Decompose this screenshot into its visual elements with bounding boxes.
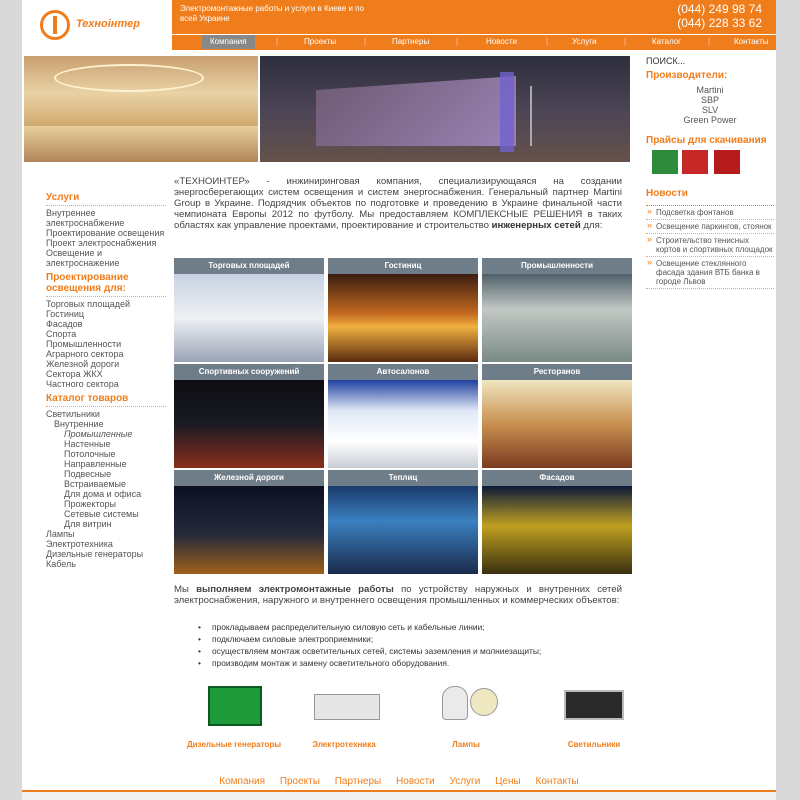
design-link[interactable]: Сектора ЖКХ	[46, 369, 103, 379]
news-item[interactable]: » Строительство тенисных кортов и спортивных площадок	[646, 234, 774, 257]
category-tile[interactable]	[174, 364, 324, 468]
product-tile[interactable]	[534, 682, 654, 749]
catalog-link[interactable]: Кабель	[46, 559, 76, 569]
design-link[interactable]: Железной дороги	[46, 359, 120, 369]
service-link[interactable]: Проектирование освещения	[46, 228, 165, 238]
excel-icon[interactable]	[652, 150, 678, 174]
category-tile[interactable]	[482, 470, 632, 574]
footer-link[interactable]: Контакты	[535, 776, 579, 787]
footer-nav	[22, 776, 776, 787]
logo[interactable]	[36, 6, 176, 44]
product-tile[interactable]	[174, 682, 294, 749]
design-link[interactable]: Частного сектора	[46, 379, 119, 389]
category-label: Автосалонов	[328, 364, 478, 380]
nav-separator: |	[364, 37, 367, 46]
catalog-link[interactable]: Дизельные генераторы	[46, 549, 144, 559]
header-bar	[172, 0, 776, 34]
design-link[interactable]: Промышленности	[46, 339, 122, 349]
news-item[interactable]: » Освещение стеклянного фасада здания ВТБ банка в городе Львов	[646, 257, 774, 289]
electrical-image	[284, 682, 404, 734]
nav-item-catalog[interactable]: Каталог	[652, 37, 682, 46]
search-label[interactable]: ПОИСК...	[646, 56, 686, 66]
catalog-link[interactable]: Направленные	[64, 459, 127, 469]
category-label: Ресторанов	[482, 364, 632, 380]
footer-link[interactable]: Партнеры	[334, 776, 382, 787]
work-list	[198, 622, 622, 670]
news-list	[646, 205, 774, 289]
lamp-image	[406, 682, 526, 734]
category-image	[174, 486, 324, 574]
product-tile[interactable]	[284, 682, 404, 749]
news-title: Новости	[646, 188, 688, 199]
category-image	[328, 380, 478, 468]
design-title: Проектирование освещения для:	[46, 272, 166, 297]
logo-icon	[40, 10, 70, 40]
manufacturer-link[interactable]: SLV	[701, 105, 719, 115]
catalog-link[interactable]: Сетевые системы	[64, 509, 139, 519]
manufacturer-link[interactable]: Green Power	[683, 115, 737, 125]
catalog-link[interactable]: Электротехника	[46, 539, 113, 549]
category-label: Фасадов	[482, 470, 632, 486]
nav-item-projects[interactable]: Проекты	[304, 37, 337, 46]
product-tile[interactable]	[406, 682, 526, 749]
manufacturer-link[interactable]: SBP	[700, 95, 719, 105]
category-label: Гостиниц	[328, 258, 478, 274]
phone-number-2: (044) 228 33 62	[677, 16, 762, 30]
nav-separator: |	[546, 37, 549, 46]
category-tile[interactable]	[328, 364, 478, 468]
service-link[interactable]: Освещение и электроснажение	[46, 248, 120, 268]
work-text: Мы выполняем электромонтажные работы по устройству наружных и внутренних сетей электроснабжения, наружного и внутреннего освещения промышленных и коммерческих объектов:	[174, 584, 622, 606]
price-downloads	[646, 150, 774, 176]
category-image	[482, 486, 632, 574]
main-nav	[172, 34, 776, 50]
category-label: Промышленности	[482, 258, 632, 274]
product-label: Светильники	[567, 740, 621, 749]
prices-title: Прайсы для скачивания	[646, 135, 767, 146]
design-link[interactable]: Торговых площадей	[46, 299, 131, 309]
catalog-link[interactable]: Настенные	[64, 439, 111, 449]
footer-link[interactable]: Проекты	[279, 776, 320, 787]
nav-item-partners[interactable]: Партнеры	[392, 37, 430, 46]
catalog-link[interactable]: Светильники	[46, 409, 100, 419]
footer-link[interactable]: Новости	[396, 776, 435, 787]
nav-item-company[interactable]: Компания	[202, 35, 255, 49]
category-label: Торговых площадей	[174, 258, 324, 274]
manufacturers-list	[646, 85, 774, 125]
catalog-link[interactable]: Промышленные	[64, 429, 133, 439]
list-item: • осуществляем монтаж осветительных сетей, системы заземления и молниезащиты;	[198, 646, 622, 656]
nav-item-news[interactable]: Новости	[486, 37, 517, 46]
intro-text: «ТЕХНОИНТЕР» - инжиниринговая компания, специализирующаяся на создании энергосберегающих систем освещения и систем энергоснабжения. Генеральный партнер Martini Group в Украине. Подрядчик объектов по подготовке и проведению в Украине финальной части чемпионата Европы 2012 по футболу. Мы предоставляем КОМПЛЕКСНЫЕ РЕШЕНИЯ в таких областях как управление проектами, проектирование и строительство инженерных сетей для:	[174, 176, 622, 231]
header	[22, 0, 776, 54]
category-image	[328, 274, 478, 362]
category-label: Теплиц	[328, 470, 478, 486]
nav-separator: |	[276, 37, 279, 46]
service-link[interactable]: Внутреннее электроснабжение	[46, 208, 125, 228]
category-grid	[174, 258, 630, 576]
logo-text: Техноінтер	[76, 18, 140, 30]
category-tile[interactable]	[482, 258, 632, 362]
catalog-link[interactable]: Внутренние	[54, 419, 104, 429]
list-item: • подключаем силовые электроприемники;	[198, 634, 622, 644]
category-tile[interactable]	[174, 470, 324, 574]
tagline: Электромонтажные работы и услуги в Киеве и по всей Украине	[180, 4, 364, 23]
manufacturer-link[interactable]: Martini	[696, 85, 724, 95]
nav-item-services[interactable]: Услуги	[572, 37, 597, 46]
category-tile[interactable]	[482, 364, 632, 468]
design-link[interactable]: Гостиниц	[46, 309, 85, 319]
nav-separator: |	[456, 37, 459, 46]
nav-separator: |	[708, 37, 711, 46]
news-item[interactable]: » Освещение паркингов, стоянок	[646, 220, 774, 234]
category-image	[174, 380, 324, 468]
catalog-link[interactable]: Подвесные	[64, 469, 112, 479]
footer-link[interactable]: Цены	[495, 776, 521, 787]
product-label: Дизельные генераторы	[186, 740, 282, 749]
banner-stadium-image	[260, 56, 630, 162]
catalog-title: Каталог товаров	[46, 393, 166, 407]
catalog-link[interactable]: Встраиваемые	[64, 479, 127, 489]
list-item: • прокладываем распределительную силовую сеть и кабельные линии;	[198, 622, 622, 632]
service-link[interactable]: Проект электроснабжения	[46, 238, 157, 248]
category-image	[328, 486, 478, 574]
catalog-link[interactable]: Лампы	[46, 529, 75, 539]
footer-link[interactable]: Компания	[219, 776, 266, 787]
category-image	[174, 274, 324, 362]
footer-link[interactable]: Услуги	[449, 776, 481, 787]
phone-number-1: (044) 249 98 74	[677, 2, 762, 16]
page	[22, 0, 776, 800]
generator-image	[174, 682, 294, 734]
nav-separator: |	[624, 37, 627, 46]
catalog-link[interactable]: Потолочные	[64, 449, 116, 459]
product-label: Электротехника	[312, 740, 376, 749]
category-tile[interactable]	[174, 258, 324, 362]
category-image	[482, 274, 632, 362]
design-link[interactable]: Фасадов	[46, 319, 83, 329]
catalog-link[interactable]: Прожекторы	[64, 499, 116, 509]
design-link[interactable]: Аграрного сектора	[46, 349, 124, 359]
news-item[interactable]: » Подсветка фонтанов	[646, 206, 774, 220]
category-label: Спортивных сооружений	[174, 364, 324, 380]
pdf-icon[interactable]	[714, 150, 740, 174]
services-title: Услуги	[46, 192, 166, 206]
category-tile[interactable]	[328, 470, 478, 574]
product-label: Лампы	[452, 740, 480, 749]
design-link[interactable]: Спорта	[46, 329, 77, 339]
manufacturers-title: Производители:	[646, 70, 728, 81]
category-image	[482, 380, 632, 468]
left-sidebar	[46, 192, 166, 569]
banner-mall-image	[24, 56, 258, 162]
footer-bar	[22, 790, 776, 800]
luminaire-image	[534, 682, 654, 734]
nav-item-contacts[interactable]: Контакты	[734, 37, 769, 46]
catalog-link[interactable]: Для дома и офиса	[64, 489, 142, 499]
catalog-link[interactable]: Для витрин	[64, 519, 112, 529]
right-sidebar	[646, 56, 774, 289]
list-item: • производим монтаж и замену осветительного оборудования.	[198, 658, 622, 668]
presentation-icon[interactable]	[682, 150, 708, 174]
category-tile[interactable]	[328, 258, 478, 362]
category-label: Железной дороги	[174, 470, 324, 486]
products-row	[174, 682, 630, 754]
